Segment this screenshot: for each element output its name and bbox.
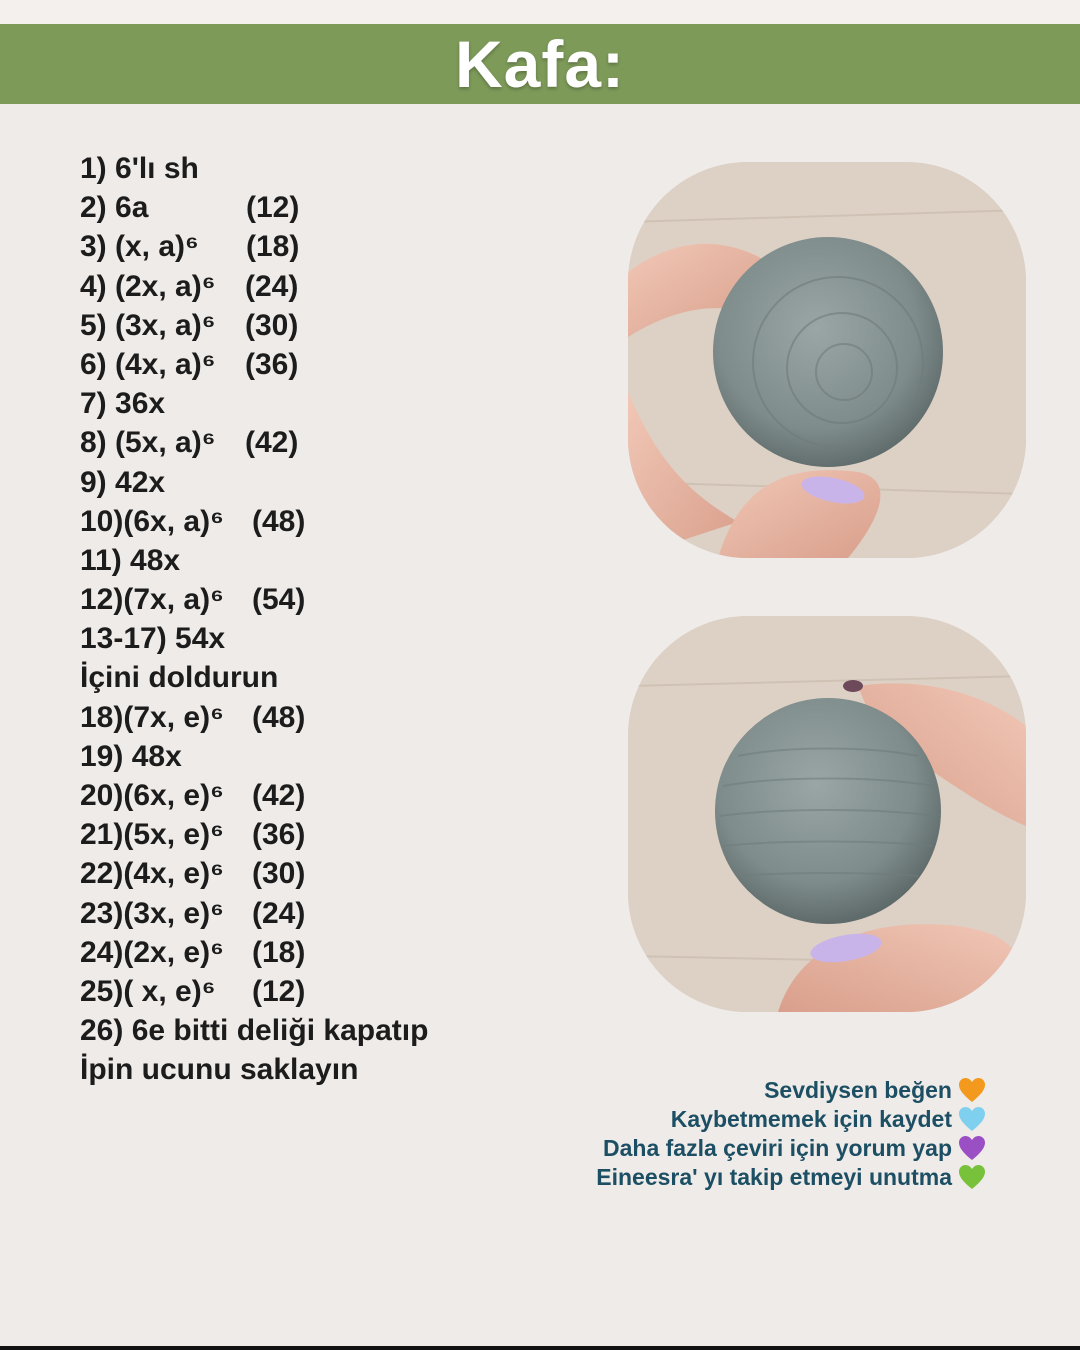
- row-count: (42): [245, 426, 299, 460]
- pattern-row: [80, 502, 560, 541]
- cta-follow: [526, 1163, 986, 1192]
- pattern-row: [80, 1050, 560, 1089]
- row-step: 2) 6a: [80, 191, 149, 225]
- row-step: 19) 48x: [80, 739, 182, 773]
- crochet-ball-front-photo: [628, 162, 1026, 558]
- purple-heart-icon: [958, 1135, 986, 1161]
- row-step: 3) (x, a)⁶: [80, 230, 199, 264]
- row-step: 11) 48x: [80, 543, 181, 577]
- pattern-row: [80, 188, 560, 227]
- row-count: (36): [245, 347, 299, 381]
- pattern-row: [80, 776, 560, 815]
- row-count: (18): [246, 230, 300, 264]
- page-title: Kafa:: [454, 27, 626, 101]
- pattern-row: [80, 894, 560, 933]
- cta-like: [526, 1076, 986, 1105]
- row-step: 23)(3x, e)⁶: [80, 896, 224, 930]
- pattern-row: [80, 737, 560, 776]
- row-count: (12): [246, 191, 300, 225]
- pattern-row: [80, 658, 560, 697]
- row-step: 18)(7x, e)⁶: [80, 700, 224, 734]
- row-count: (48): [252, 700, 306, 734]
- row-step: 22)(4x, e)⁶: [80, 857, 224, 891]
- row-step: 6) (4x, a)⁶: [80, 347, 216, 381]
- row-count: (30): [245, 308, 299, 342]
- pattern-row: [80, 423, 560, 462]
- pattern-row: [80, 149, 560, 188]
- pattern-row: [80, 815, 560, 854]
- call-to-action-list: [526, 1076, 986, 1192]
- crochet-ball-side-photo: [628, 616, 1026, 1012]
- row-step: İçini doldurun: [80, 661, 279, 695]
- pattern-row: [80, 580, 560, 619]
- row-step: 10)(6x, a)⁶: [80, 504, 224, 538]
- row-step: 20)(6x, e)⁶: [80, 779, 224, 812]
- row-step: İpin ucunu saklayın: [80, 1053, 359, 1087]
- pattern-row: [80, 306, 560, 345]
- row-step: 12)(7x, a)⁶: [80, 583, 224, 617]
- cta-comment-text: Daha fazla çeviri için yorum yap: [603, 1135, 952, 1161]
- row-count: (54): [252, 583, 306, 617]
- pattern-row: [80, 384, 560, 423]
- row-step: 25)( x, e)⁶: [80, 974, 216, 1008]
- pattern-row: [80, 854, 560, 893]
- row-count: (18): [252, 935, 306, 969]
- pattern-row: [80, 227, 560, 266]
- row-step: 7) 36x: [80, 387, 166, 421]
- pattern-row: [80, 972, 560, 1011]
- row-step: 4) (2x, a)⁶: [80, 269, 216, 303]
- row-step: 24)(2x, e)⁶: [80, 935, 224, 969]
- row-count: (24): [252, 896, 306, 930]
- pattern-row: [80, 619, 560, 658]
- row-count: (48): [252, 504, 306, 538]
- light-blue-heart-icon: [958, 1106, 986, 1132]
- pattern-row: [80, 933, 560, 972]
- cta-comment: [526, 1134, 986, 1163]
- row-count: (24): [245, 269, 299, 303]
- pattern-row: [80, 698, 560, 737]
- orange-heart-icon: [958, 1077, 986, 1103]
- cta-save-text: Kaybetmemek için kaydet: [670, 1106, 952, 1132]
- row-step: 1) 6'lı sh: [80, 152, 199, 185]
- pattern-row: [80, 463, 560, 502]
- row-count: (12): [252, 974, 306, 1008]
- pattern-row: [80, 267, 560, 306]
- row-step: 13-17) 54x: [80, 622, 226, 656]
- row-count: (30): [252, 857, 306, 891]
- cta-follow-text: Eineesra' yı takip etmeyi unutma: [596, 1164, 952, 1190]
- row-step: 26) 6e bitti deliği kapatıp: [80, 1014, 429, 1048]
- cta-like-text: Sevdiysen beğen: [764, 1077, 952, 1103]
- bottom-border: [0, 1346, 1080, 1350]
- row-step: 21)(5x, e)⁶: [80, 818, 224, 852]
- row-count: (36): [252, 818, 306, 852]
- row-count: (42): [252, 779, 306, 812]
- row-step: 8) (5x, a)⁶: [80, 426, 216, 460]
- row-step: 9) 42x: [80, 465, 166, 499]
- cta-save: [526, 1105, 986, 1134]
- pattern-row: [80, 1011, 560, 1050]
- row-step: 5) (3x, a)⁶: [80, 308, 216, 342]
- pattern-rows: [80, 149, 560, 1090]
- pattern-row: [80, 541, 560, 580]
- pattern-row: [80, 345, 560, 384]
- green-heart-icon: [958, 1164, 986, 1190]
- top-margin: [0, 0, 1080, 24]
